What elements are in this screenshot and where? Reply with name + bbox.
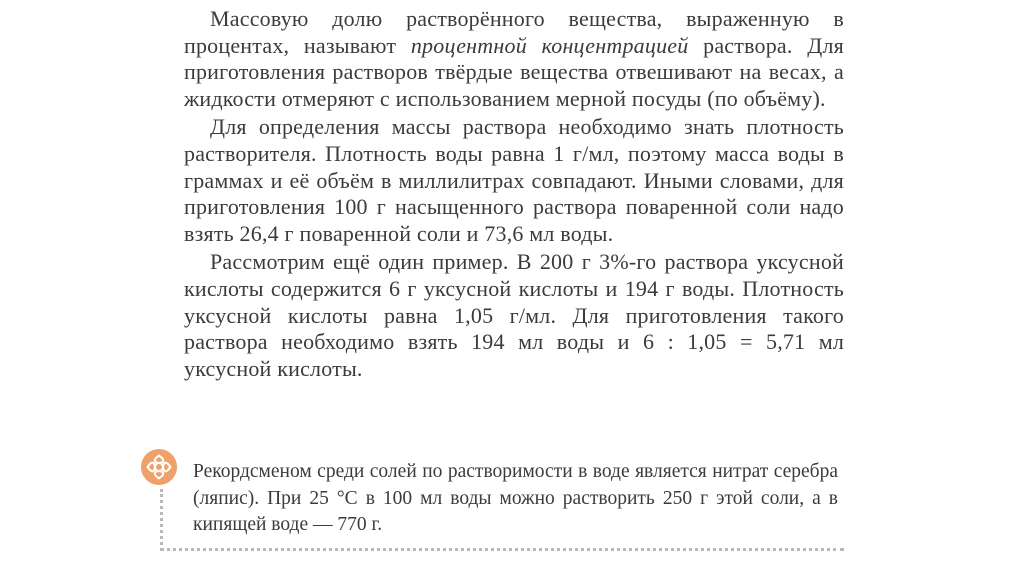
term-percent-concentration: процентной концентрацией bbox=[410, 32, 689, 58]
paragraph-1-lead: Массовую долю растворённого вещества, выраженную в процентах, называют bbox=[184, 6, 844, 58]
ornament-icon bbox=[140, 448, 178, 486]
paragraph-1-rest: раствора. Для приготовления растворов твёрдые вещества отвешивают на весах, а жидкости отмеряют с использованием мерной посуды (по объёму). bbox=[184, 32, 844, 111]
paragraph-acetic-acid-example: Рассмотрим ещё один пример. В 200 г 3%-го раствора уксусной кислоты содержится 6 г уксусной кислоты и 194 г воды. Плотность уксусной кислоты равна 1,05 г/мл. Для приготовления такого раствора необходимо взять 194 мл воды и 6 : 1,05 = 5,71 мл уксусной кислоты. bbox=[184, 249, 844, 381]
note-text: Рекордсменом среди солей по растворимости в воде является нитрат серебра (ляпис). При 25 °С в 100 мл воды можно растворить 250 г этой соли, а в кипящей воде — 770 г. bbox=[193, 461, 838, 535]
note-dotted-border-left bbox=[160, 489, 163, 551]
side-note bbox=[160, 449, 850, 553]
paragraph-percent-concentration bbox=[184, 6, 844, 112]
paragraph-solvent-density: Для определения массы раствора необходимо знать плотность растворителя. Плотность воды равна 1 г/мл, поэтому масса воды в граммах и её объём в миллилитрах совпадают. Иными словами, для приготовления 100 г насыщенного раствора поваренной соли надо взять 26,4 г поваренной соли и 73,6 мл воды. bbox=[184, 114, 844, 246]
text-body bbox=[184, 6, 844, 382]
note-dotted-border-bottom bbox=[160, 548, 844, 551]
